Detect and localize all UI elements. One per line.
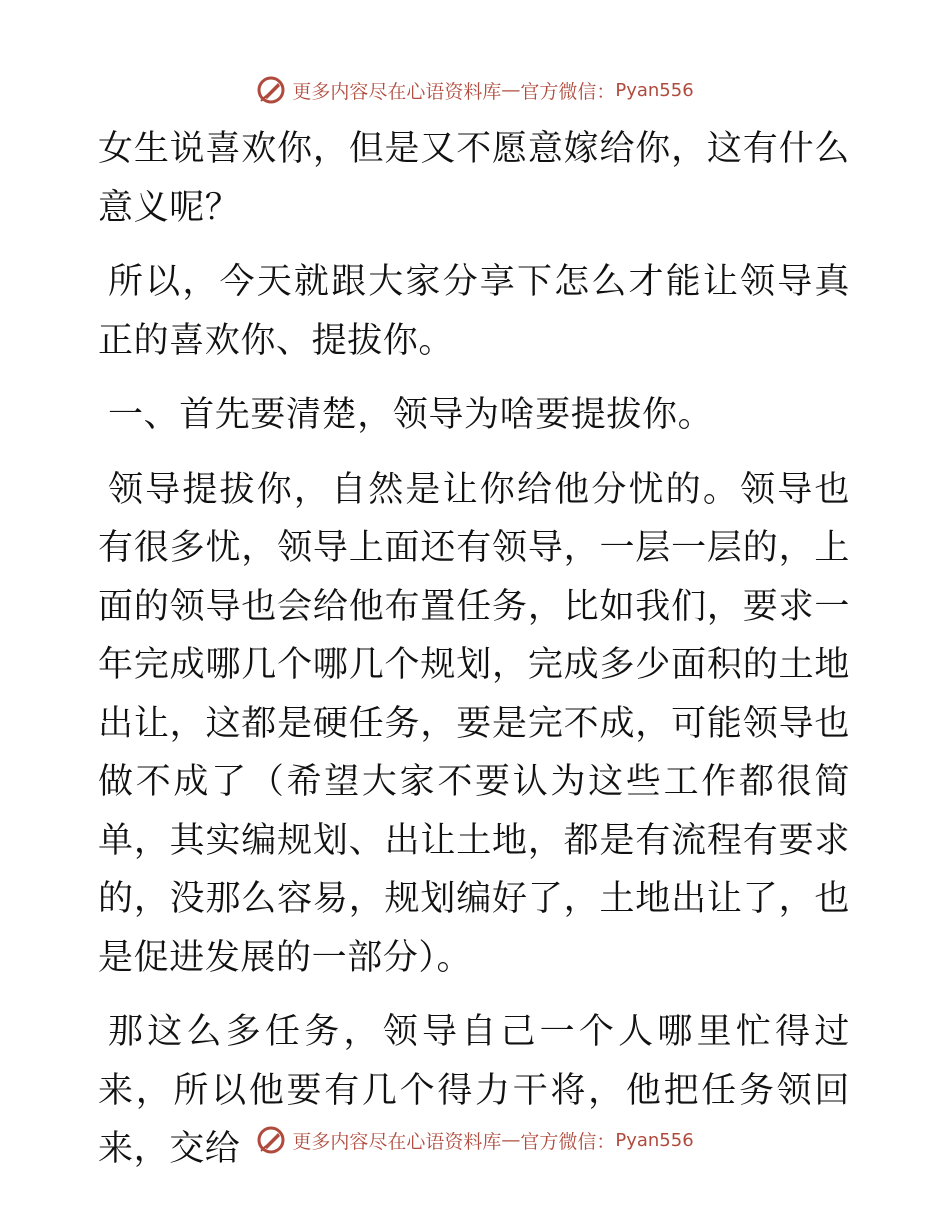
paragraph-2: 所以，今天就跟大家分享下怎么才能让领导真正的喜欢你、提拔你。 xyxy=(98,262,850,361)
quill-logo-icon xyxy=(256,1125,286,1155)
watermark-dash: — xyxy=(501,79,521,101)
quill-logo-icon xyxy=(256,75,286,105)
section-heading: 一、首先要清楚，领导为啥要提拔你。 xyxy=(108,395,714,435)
watermark-official-label: 官方微信： xyxy=(520,1130,616,1153)
footer-watermark xyxy=(0,1120,950,1160)
watermark-account: Pyan556 xyxy=(615,1129,694,1151)
header-watermark xyxy=(0,70,950,110)
paragraph-1: 女生说喜欢你，但是又不愿意嫁给你，这有什么意义呢？ xyxy=(98,129,850,228)
paragraph-3: 领导提拔你，自然是让你给他分忧的。领导也有很多忧，领导上面还有领导，一层一层的，上面的领导也会给他布置任务，比如我们，要求一年完成哪几个哪几个规划，完成多少面积的土地出让，这都是硬任务，要是完不成，可能领导也做不成了（希望大家不要认为这些工作都很简单，其实编规划、出让土地，都是有流程有要求的，没那么容易，规划编好了，土地出让了，也是促进发展的一部分）。 xyxy=(98,469,850,978)
document-body xyxy=(98,120,850,1195)
watermark-account: Pyan556 xyxy=(615,79,694,101)
watermark-site-text: 更多内容尽在心语资料库 xyxy=(292,80,502,103)
watermark-official-label: 官方微信： xyxy=(520,80,616,103)
watermark-dash: — xyxy=(501,1129,521,1151)
paragraph-4: 那这么多任务，领导自己一个人哪里忙得过来，所以他要有几个得力干将，他把任务领回来，交给 xyxy=(98,1012,850,1169)
watermark-site-text: 更多内容尽在心语资料库 xyxy=(292,1130,502,1153)
